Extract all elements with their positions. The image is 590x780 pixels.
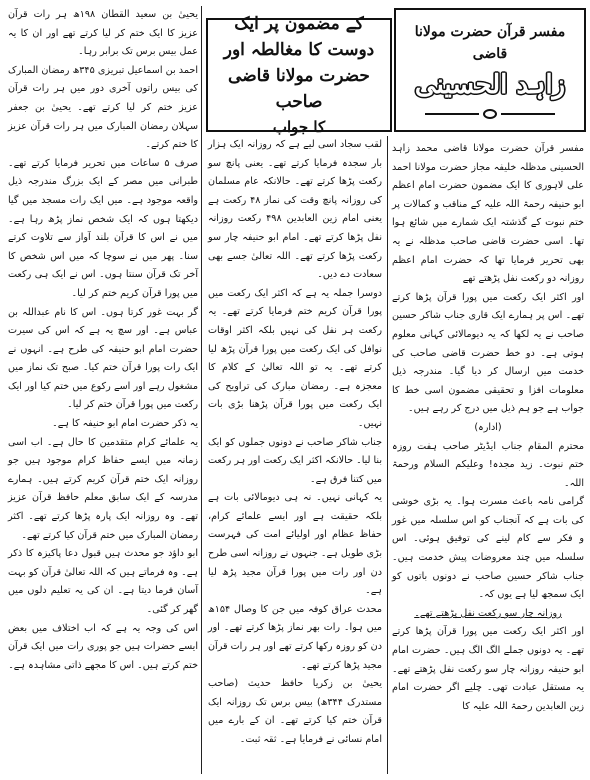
paragraph: یہ ذکر حضرت امام ابو حنیفہ کا ہے۔ <box>52 418 198 430</box>
paragraph: اور اکثر ایک رکعت میں پورا قرآن پڑھا کرتے تھے۔ اس پر ہمارے ایک قاری جناب شاکر حسین صاحب نے یہ لکھا کہ یہ دیومالائی کہانی معلوم ہوتی ہے۔ دو خط حضرت قاضی صاحب کی خدمت میں ارسال کر دیا گیا۔ مندرجہ ذیل معلومات افزا و تحقیقی مضمون اسی خط کا جواب ہے جو ہم ذیل میں درج کر رہے ہیں۔ <box>392 291 584 415</box>
editor-signature: (ادارہ) <box>474 421 502 433</box>
ornament-divider <box>425 109 555 119</box>
paragraph: احمد بن اسماعیل تبریزی ۳۴۵ھ رمضان المبارک کی بیس راتوں آخری دور میں ہر رات قرآن عزیز ختم کر لیا کرتے تھے۔ یحییٰ بن جعفر سہلان رمضان المبارک میں ہر رات قرآن عزیز کا ختم کرتے۔ <box>8 64 198 151</box>
paragraph: محترم المقام جناب ایڈیٹر صاحب ہفت روزہ ختم نبوت۔ زید مجدہ! وعلیکم السلام ورحمۃ اللہ۔ <box>392 440 584 489</box>
paragraph: ابو داؤد جو محدث ہیں قبول دعا پاکیزہ کا ذکر ہے۔ وہ فرماتے ہیں کہ اللہ تعالیٰ قرآن کو بہت آسان فرما دیتا ہے۔ ان کی یہ تعلیم دلوں میں گھر کر گئی۔ <box>8 548 198 615</box>
paragraph: گرامی نامہ باعث مسرت ہوا۔ یہ بڑی خوشی کی بات ہے کہ آنجناب کو اس سلسلہ میں غور و فکر سے کام لینے کی توفیق ہوئی۔ اس سلسلہ میں چند معروضات پیش خدمت ہیں۔ جناب شاکر حسین صاحب نے دونوں باتوں کو ایک سمجھ لیا ہے یوں کہ۔ <box>392 496 584 601</box>
author-name: زاہد الحسینی <box>414 70 566 100</box>
headline-name: صاحب <box>275 92 323 112</box>
paragraph: دوسرا جملہ یہ ہے کہ اکثر ایک رکعت میں پورا قرآن کریم ختم فرمایا کرتے تھے۔ یہ رکعت ہر نفل کی نہیں بلکہ اکثر اوقات نوافل کی ایک رکعت میں پورا قرآن پڑھ لیا کرتے تھے۔ یہ تو اللہ تعالیٰ کے کلام کا معجزہ ہے۔ رمضان مبارک کی تراویح کی ایک رکعت میں پورا قرآن پڑھنا بڑی بات نہیں۔ <box>208 287 382 429</box>
paragraph: یہ کہانی نہیں۔ نہ ہی دیومالائی بات ہے بلکہ حقیقت ہے اور ایسے علمائے کرام، حفاظ عظام اور اولیائے امت کی فہرست بڑی طویل ہے۔ جنہوں نے روزانہ اسی طرح دن اور رات میں پورا قرآن مجید پڑھ لیا ہے۔ <box>208 492 382 597</box>
article-header <box>206 8 584 136</box>
quoted-sentence: روزانہ چار سو رکعت نفل پڑھتے تھے۔ <box>414 607 562 619</box>
paragraph: لقب سجاد اسی لیے ہے کہ روزانہ ایک ہزار بار سجدہ فرمایا کرتے تھے۔ یعنی پانچ سو رکعت پڑھا کرتے تھے۔ حالانکہ عام مسلمان کی روزانہ پانچ وقت کی نماز ۴۸ رکعت ہے یعنی امام زین العابدین ۴۹۸ رکعت روزانہ نفل پڑھا کرتے تھے۔ امام ابو حنیفہ چار سو رکعت پڑھا کرتے تھے۔ اللہ تعالیٰ جسے بھی سعادت دے دیں۔ <box>208 139 382 281</box>
author-box <box>394 8 586 132</box>
headline-line-2 <box>208 63 390 115</box>
paragraph: اور اکثر ایک رکعت میں پورا قرآن پڑھا کرتے تھے۔ یہ دونوں جملے الگ الگ ہیں۔ حضرت امام ابو حنیفہ روزانہ چار سو رکعت نفل پڑھتے تھے۔ یہ مستقل عبادت تھی۔ چلیے اگر حضرت امام زین العابدین رحمۃ اللہ علیہ کا <box>392 626 584 712</box>
headline-box <box>206 14 392 136</box>
headline-line-3: کا جواب <box>272 118 326 136</box>
paragraph: صرف ۵ ساعات میں تحریر فرمایا کرتے تھے۔ طبرانی میں مصر کے ایک بزرگ مندرجہ ذیل واقعہ موجود ہے۔ میں ایک رات مسجد میں گیا دیکھتا ہوں کہ ایک شخص نماز پڑھ رہا ہے۔ میں نے اس کا قرآن بلند آواز سے تلاوت کرتے سنا۔ پھر میں نے سوچا کہ میں اس شخص کا آخر تک قرآن سنتا ہوں۔ اس نے ایک ہی رکعت میں پورا قرآن کریم ختم کر لیا۔ <box>8 157 198 299</box>
paragraph: مفسر قرآن حضرت مولانا قاضی محمد زاہد الحسینی مدظلہ خلیفہ مجاز حضرت مولانا احمد علی لاہوری کا ایک مضمون حضرت امام اعظم ابو حنیفہ رحمۃ اللہ علیہ کے مناقب و کمالات پر ختم نبوت کے گذشتہ ایک شمارے میں شائع ہوا تھا۔ اسی حضرت قاضی صاحب مدظلہ نے یہ بھی تحریر فرمایا تھا کہ حضرت امام اعظم روزانہ دو رکعت نفل پڑھتے تھے <box>392 143 584 285</box>
paragraph: اس کی وجہ یہ ہے کہ اب اختلاف میں بعض ایسے حضرات ہیں جو پوری رات میں ایک قرآن ختم کرتے ہیں۔ اس کا مجھے ذاتی مشاہدہ ہے۔ <box>8 622 198 671</box>
column-divider-right <box>387 136 388 774</box>
paragraph: یہ علمائے کرام متقدمین کا حال ہے۔ اب اسی زمانہ میں ایسے حفاظ کرام موجود ہیں جو روزانہ ایک ختم قرآن کریم کرتے ہیں۔ ہمارے مدرسہ کے ایک سابق معلم حافظ قرآن عزیز تھے۔ وہ روزانہ ایک پارہ پڑھا کرتے تھے۔ اکثر رمضان المبارک میں ختم قرآن کیا کرتے تھے۔ <box>8 436 198 541</box>
column-middle <box>208 136 382 776</box>
column-divider-left <box>201 6 202 774</box>
author-byline: مفسر قرآن حضرت مولانا قاضی <box>414 24 566 62</box>
paragraph: گر بہت غور کرتا ہوں۔ اس کا نام عبداللہ بن عباس ہے۔ اور سچ یہ ہے کہ اس کی سیرت حضرت امام ابو حنیفہ کی طرح ہے۔ انہوں نے ایک رات پورا قرآن ختم کیا۔ صبح تک نماز میں مشغول رہے اور اسے رکوع میں ختم کیا اور ایک رکعت میں پورا قرآن ختم کر لیا۔ <box>8 306 198 411</box>
paragraph: یحییٰ بن سعید القطان ۱۹۸ھ ہر رات قرآن عزیز کا ایک ختم کر لیا کرتے تھے اور ان کا یہ عمل بیس برس تک برابر رہا۔ <box>8 9 198 58</box>
paragraph: یحییٰ بن زکریا حافظ حدیث (صاحب مستدرک ۳۴۴ھ) بیس برس تک روزانہ ایک قرآن ختم کیا کرتے تھے۔ ان کے بارے میں امام نسائی نے فرمایا ہے۔ ثقہ ثبت۔ <box>208 678 382 745</box>
paragraph: محدث عراق کوفہ میں جن کا وصال ۱۵۴ھ میں ہوا۔ رات بھر نماز پڑھا کرتے تھے۔ اور دن کو روزہ رکھا کرتے تھے اور ہر رات قرآن مجید پڑھا کرتے تھے۔ <box>208 603 382 671</box>
column-left <box>8 6 198 776</box>
headline-honorific: حضرت مولانا قاضی <box>228 66 370 86</box>
headline-line-1: کے مضمون پر ایک دوست کا مغالطہ اور <box>223 14 375 60</box>
column-right <box>392 140 584 776</box>
paragraph: جناب شاکر صاحب نے دونوں جملوں کو ایک بنا لیا۔ حالانکہ اکثر ایک رکعت اور ہر رکعت میں کتنا فرق ہے۔ <box>208 436 382 485</box>
